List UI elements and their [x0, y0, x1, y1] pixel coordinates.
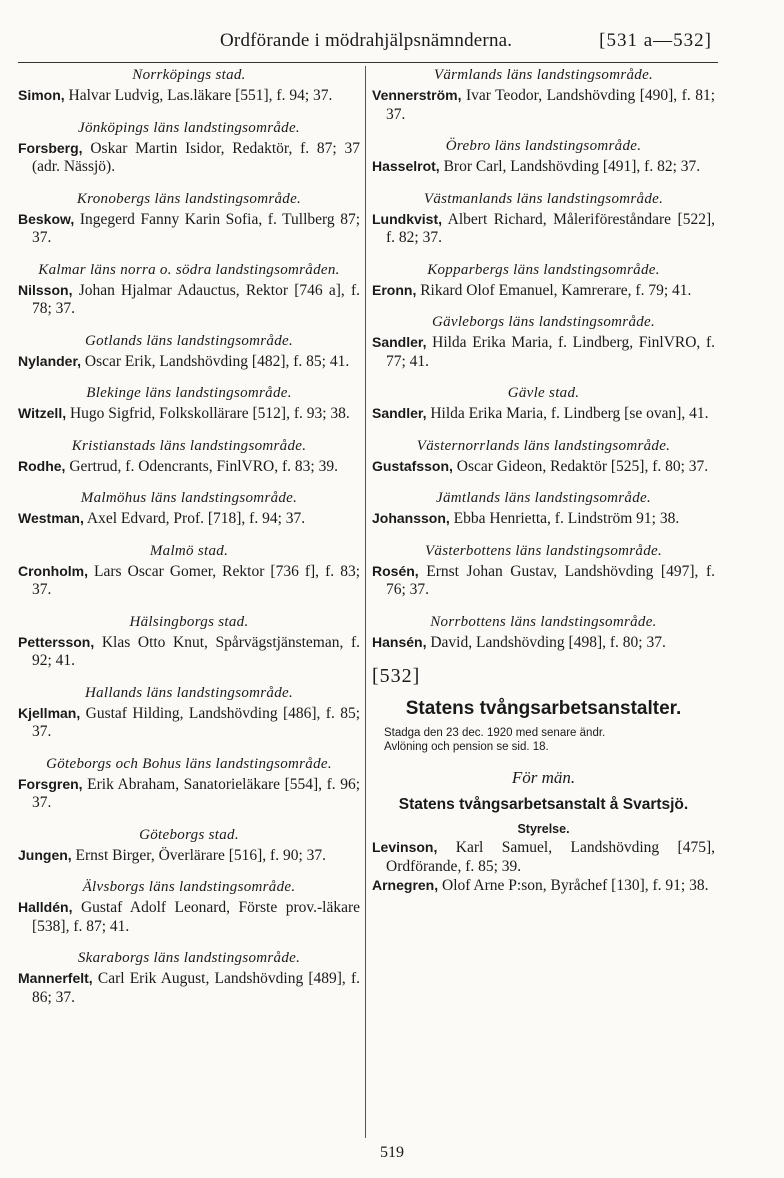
region-section [18, 542, 360, 600]
region-heading: Kopparbergs läns landstingsområde. [427, 261, 660, 278]
region-heading: Västernorrlands läns landstingsområde. [416, 437, 671, 454]
region-section [18, 489, 360, 529]
region-section [18, 878, 360, 936]
region-heading: Kronobergs läns landstingsområde. [76, 190, 302, 207]
region-section [18, 66, 360, 106]
region-heading: Skaraborgs läns landstingsområde. [77, 950, 301, 966]
person-entry [372, 404, 715, 424]
page-ref: [532] [372, 665, 421, 687]
left-column [18, 66, 360, 1020]
person-entry [372, 86, 715, 124]
region-heading: Gotlands läns landstingsområde. [84, 332, 294, 349]
entry-name: Forsgren, [18, 775, 83, 792]
entry-text: Ivar Teodor, Landshövding [490], f. 81; 37. [386, 87, 716, 123]
region-heading: Hälsingborgs stad. [129, 613, 249, 630]
entry-text: Ernst Birger, Överlärare [516], f. 90; 37. [75, 846, 327, 864]
running-title: Ordförande i mödrahjälpsnämnderna. [220, 30, 513, 51]
right-sections [372, 66, 715, 652]
entry-text: Oskar Martin Isidor, Redaktör, f. 87; 37 (adr. Nässjö). [32, 139, 360, 175]
for-man-heading: För män. [511, 768, 576, 787]
entry-name: Levinson, [372, 839, 438, 855]
region-heading: Gävle stad. [507, 385, 580, 401]
entry-name: Rodhe, [18, 457, 66, 474]
entry-text: Johan Hjalmar Adauctus, Rektor [746 a], f. 78; 37. [32, 281, 361, 317]
person-entry [18, 633, 360, 671]
entry-name: Vennerström, [372, 87, 462, 103]
person-entry [372, 210, 715, 248]
region-heading: Blekinge läns landstingsområde. [86, 385, 292, 401]
entry-name: Eronn, [372, 281, 417, 298]
column-divider [365, 66, 366, 1138]
region-heading: Norrbottens läns landstingsområde. [430, 613, 657, 630]
entry-name: Hansén, [372, 633, 427, 650]
entry-text: Oscar Gideon, Redaktör [525], f. 80; 37. [456, 457, 709, 475]
region-heading: Hallands läns landstingsområde. [84, 684, 294, 701]
entry-name: Lundkvist, [372, 210, 443, 227]
entry-text: Axel Edvard, Prof. [718], f. 94; 37. [86, 510, 306, 527]
region-heading: Värmlands läns landstingsområde. [433, 67, 654, 83]
section-532 [372, 665, 715, 896]
person-entry [18, 969, 360, 1007]
person-entry [18, 352, 360, 372]
header-rule [18, 62, 718, 63]
region-section [372, 437, 715, 477]
entry-name: Westman, [18, 510, 84, 526]
region-section [18, 261, 360, 319]
entry-text: Hilda Erika Maria, f. Lindberg [se ovan], 41. [430, 405, 709, 422]
region-section [18, 949, 360, 1007]
entry-name: Hasselrot, [372, 158, 440, 174]
entry-text: Oscar Erik, Landshövding [482], f. 85; 41. [84, 352, 350, 370]
region-heading: Jönköpings läns landstingsområde. [78, 119, 300, 136]
person-entry [372, 281, 715, 301]
person-entry [18, 509, 360, 529]
styrelse-heading: Styrelse. [517, 822, 570, 836]
entry-name: Gustafsson, [372, 457, 453, 474]
region-heading: Malmö stad. [149, 542, 229, 559]
region-section [372, 542, 715, 600]
entry-name: Cronholm, [18, 562, 88, 579]
section-title: Statens tvångsarbetsanstalter. [405, 698, 682, 719]
region-section [372, 66, 715, 124]
entry-text: Hugo Sigfrid, Folkskollärare [512], f. 93; 38. [69, 405, 350, 422]
entry-text: Bror Carl, Landshövding [491], f. 82; 37. [443, 158, 701, 175]
entry-name: Jungen, [18, 846, 72, 863]
note-stadga: Stadga den 23 dec. 1920 med senare ändr. [384, 727, 606, 739]
entry-name: Kjellman, [18, 704, 81, 721]
person-entry [18, 775, 360, 813]
entry-text: Erik Abraham, Sanatorieläkare [554], f. 96; 37. [32, 775, 360, 811]
region-heading: Västmanlands läns landstingsområde. [423, 190, 664, 207]
entry-text: Ingegerd Fanny Karin Sofia, f. Tullberg 87; 37. [32, 210, 361, 246]
right-column [372, 66, 715, 896]
region-heading: Älvsborgs läns landstingsområde. [82, 879, 296, 895]
entry-name: Arnegren, [372, 877, 439, 893]
entry-name: Halldén, [18, 899, 73, 915]
region-section [372, 313, 715, 371]
region-section [18, 684, 360, 742]
region-section [372, 489, 715, 529]
region-section [18, 332, 360, 372]
entry-text: Ebba Henrietta, f. Lindström 91; 38. [453, 510, 680, 527]
entry-text: Lars Oscar Gomer, Rektor [736 f], f. 83; 37. [32, 562, 360, 598]
region-section [18, 437, 360, 477]
entry-text: Olof Arne P:son, Byråchef [130], f. 91; 38. [442, 877, 709, 894]
person-entry [372, 633, 715, 653]
entry-text: Albert Richard, Måleriföreståndare [522], f. 82; 37. [386, 210, 715, 246]
region-heading: Gävleborgs läns landstingsområde. [431, 314, 656, 330]
person-entry [18, 210, 360, 248]
person-entry [372, 562, 715, 600]
region-heading: Norrköpings stad. [132, 67, 246, 83]
region-heading: Västerbottens läns landstingsområde. [424, 542, 663, 559]
person-entry [18, 86, 360, 106]
page-range: [531 a—532] [599, 30, 712, 51]
entry-name: Nilsson, [18, 281, 73, 298]
person-entry [18, 139, 360, 177]
entry-text: Ernst Johan Gustav, Landshövding [497], f. 76; 37. [386, 562, 715, 598]
entry-name: Pettersson, [18, 633, 95, 650]
region-section [372, 137, 715, 177]
entry-text: Gustaf Adolf Leonard, Förste prov.-läkare [538], f. 87; 41. [32, 899, 360, 935]
region-section [372, 190, 715, 248]
entry-text: Halvar Ludvig, Las.läkare [551], f. 94; 37. [68, 87, 333, 104]
person-entry [18, 846, 360, 866]
page-number: 519 [380, 1144, 404, 1161]
person-entry [18, 281, 360, 319]
person-entry [372, 509, 715, 529]
page-header [0, 30, 784, 60]
region-section [372, 613, 715, 653]
entry-name: Mannerfelt, [18, 970, 93, 986]
region-heading: Kalmar läns norra o. södra landstingsområden. [38, 261, 340, 278]
region-section [372, 261, 715, 301]
region-section [18, 755, 360, 813]
entry-text: Gertrud, f. Odencrants, FinlVRO, f. 83; 39. [69, 457, 338, 475]
entry-name: Sandler, [372, 405, 427, 421]
entry-name: Nylander, [18, 352, 82, 369]
entry-name: Forsberg, [18, 139, 83, 156]
region-heading: Örebro läns landstingsområde. [445, 138, 642, 154]
region-heading: Göteborgs och Bohus läns landstingsområde. [46, 755, 332, 772]
region-section [18, 190, 360, 248]
entry-levinson [372, 838, 715, 876]
entry-name: Rosén, [372, 562, 419, 579]
entry-name: Witzell, [18, 405, 67, 421]
entry-name: Sandler, [372, 334, 427, 350]
entry-text: Rikard Olof Emanuel, Kamrerare, f. 79; 41. [420, 281, 692, 299]
entry-text: David, Landshövding [498], f. 80; 37. [430, 633, 666, 651]
person-entry [372, 157, 715, 177]
region-section [18, 384, 360, 424]
region-section [18, 613, 360, 671]
region-section [18, 826, 360, 866]
person-entry [372, 333, 715, 371]
entry-text: Hilda Erika Maria, f. Lindberg, FinlVRO, f. 77; 41. [386, 334, 715, 370]
entry-name: Johansson, [372, 510, 450, 526]
region-section [18, 119, 360, 177]
person-entry [372, 457, 715, 477]
entry-name: Simon, [18, 87, 65, 103]
institution-title: Statens tvångsarbetsanstalt å Svartsjö. [398, 796, 689, 813]
entry-arnegren [372, 876, 715, 896]
entry-text: Karl Samuel, Landshövding [475], Ordförande, f. 85; 39. [386, 839, 716, 875]
person-entry [18, 457, 360, 477]
entry-name: Beskow, [18, 210, 75, 227]
region-heading: Göteborgs stad. [139, 826, 239, 843]
person-entry [18, 404, 360, 424]
region-heading: Kristianstads läns landstingsområde. [71, 437, 307, 454]
region-heading: Malmöhus läns landstingsområde. [80, 490, 298, 506]
entry-text: Gustaf Hilding, Landshövding [486], f. 85; 37. [32, 704, 360, 740]
entry-text: Klas Otto Knut, Spårvägstjänsteman, f. 92; 41. [32, 633, 360, 669]
person-entry [18, 898, 360, 936]
person-entry [18, 704, 360, 742]
region-heading: Jämtlands läns landstingsområde. [435, 490, 652, 506]
note-avloning: Avlöning och pension se sid. 18. [384, 741, 549, 753]
entry-text: Carl Erik August, Landshövding [489], f. 86; 37. [32, 970, 360, 1006]
region-section [372, 384, 715, 424]
person-entry [18, 562, 360, 600]
